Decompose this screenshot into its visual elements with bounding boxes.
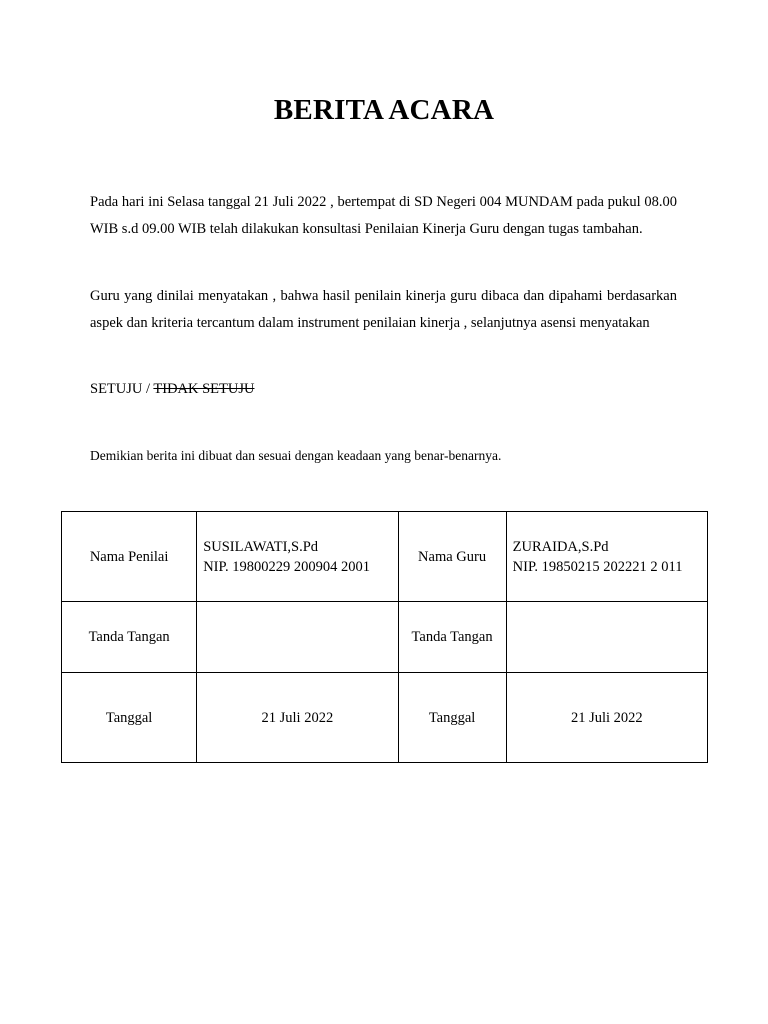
paragraph-statement: Guru yang dinilai menyatakan , bahwa hasil penilain kinerja guru dibaca dan dipahami berdasarkan aspek dan kriteria tercantum dalam instrument penilaian kinerja , selanjutnya asensi menyatakan [90, 288, 677, 331]
label-tanda-tangan-penilai: Tanda Tangan [62, 602, 197, 673]
label-tanggal-guru: Tanggal [398, 673, 506, 763]
table-row-signatures [62, 602, 708, 673]
date-guru: 21 Juli 2022 [506, 673, 707, 763]
signature-box-guru [506, 602, 707, 673]
disagree-struck-text: TIDAK SETUJU [153, 381, 255, 397]
table-row-names [62, 512, 708, 602]
label-nama-guru: Nama Guru [398, 512, 506, 602]
penilai-name: SUSILAWATI,S.Pd [203, 538, 319, 555]
label-tanda-tangan-guru: Tanda Tangan [398, 602, 506, 673]
guru-identity [506, 512, 707, 602]
label-tanggal-penilai: Tanggal [62, 673, 197, 763]
signature-table [61, 511, 708, 763]
table-row-dates [62, 673, 708, 763]
closing-statement: Demikian berita ini dibuat dan sesuai dengan keadaan yang benar-benarnya. [90, 448, 502, 463]
paragraph-opening: Pada hari ini Selasa tanggal 21 Juli 2022 , bertempat di SD Negeri 004 MUNDAM pada pukul 08.00 WIB s.d 09.00 WIB telah dilakukan konsultasi Penilaian Kinerja Guru dengan tugas tambahan. [90, 194, 677, 237]
penilai-nip: NIP. 19800229 200904 2001 [203, 558, 370, 575]
agree-text: SETUJU / [90, 381, 154, 397]
date-penilai: 21 Juli 2022 [197, 673, 398, 763]
signature-box-penilai [197, 602, 398, 673]
agreement-line [90, 376, 677, 403]
label-nama-penilai: Nama Penilai [62, 512, 197, 602]
guru-name: ZURAIDA,S.Pd [512, 538, 609, 555]
penilai-identity [197, 512, 398, 602]
document-title: BERITA ACARA [273, 94, 495, 126]
guru-nip: NIP. 19850215 202221 2 011 [512, 558, 683, 575]
